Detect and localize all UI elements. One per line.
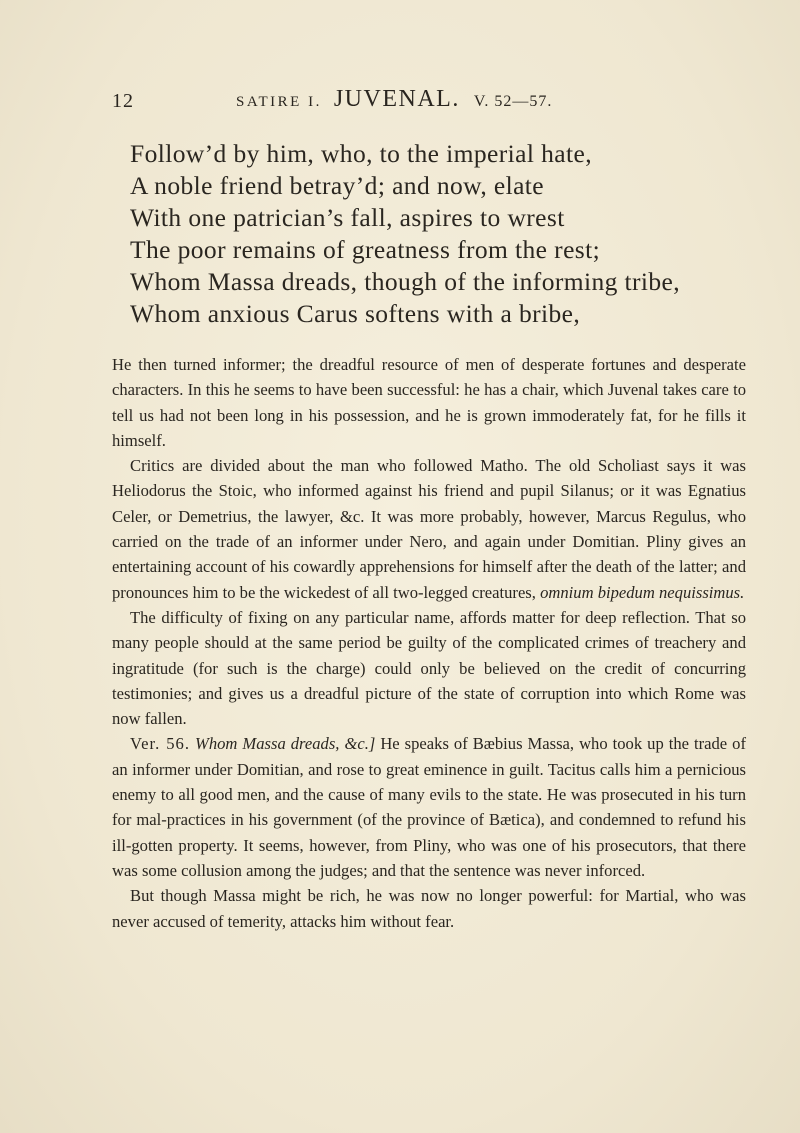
paragraph-text: But though Massa might be rich, he was now no longer powerful: for Martial, who was never accused of temerity, attacks him without fear. <box>112 886 746 931</box>
poem-translation <box>130 138 730 330</box>
commentary-paragraph <box>112 453 746 605</box>
paragraph-text: He then turned informer; the dreadful resource of men of desperate fortunes and desperate characters. In this he seems to have been successful: he has a chair, which Juvenal takes care to tell us had not been long in his possession, and he is grown immoderately fat, for he fills it himself. <box>112 355 746 450</box>
running-head <box>112 86 742 116</box>
header-title <box>236 86 552 113</box>
verse-range: V. 52—57. <box>473 93 553 110</box>
poem-line: A noble friend betray’d; and now, elate <box>130 171 545 200</box>
paragraph-text: He speaks of Bæbius Massa, who took up the trade of an informer under Domitian, and rose to great eminence in guilt. Tacitus calls him a pernicious enemy to all good men, and the cause of many evils to the state. He was prosecuted in his turn for mal-practices in his government (of the province of Bætica), and condemned to refund his ill-gotten property. It seems, however, from Pliny, who was one of his prosecutors, that there was some collusion among the judges; and that the sentence was never inforced. <box>112 734 746 880</box>
poem-line: Follow’d by him, who, to the imperial hate, <box>130 139 592 168</box>
author-name: JUVENAL. <box>333 86 460 112</box>
satire-label: SATIRE I. <box>236 94 322 110</box>
poem-line: The poor remains of greatness from the rest; <box>130 235 601 264</box>
commentary-paragraph <box>112 605 746 731</box>
poem-line: With one patrician’s fall, aspires to wrest <box>130 203 565 232</box>
commentary-paragraph <box>112 883 746 934</box>
quoted-verse: Whom Massa dreads, &c.] <box>195 734 376 754</box>
paragraph-text: The difficulty of fixing on any particular name, affords matter for deep reflection. That so many people should at the same period be guilty of the complicated crimes of treachery and ingratitude (for such is the charge) could only be believed on the credit of concurring testimonies; and gives us a dreadful picture of the state of corruption into which Rome was now fallen. <box>112 607 746 729</box>
page-number: 12 <box>112 90 134 112</box>
commentary-paragraph <box>112 352 746 453</box>
commentary-notes <box>112 352 746 934</box>
poem-line: Whom Massa dreads, though of the informing tribe, <box>130 267 681 296</box>
latin-phrase: omnium bipedum nequissimus. <box>540 582 745 602</box>
verse-reference: Ver. 56. <box>130 734 191 754</box>
paragraph-text: Critics are divided about the man who followed Matho. The old Scholiast says it was Heliodorus the Stoic, who informed against his friend and pupil Silanus; or it was Egnatius Celer, or Demetrius, the lawyer, &c. It was more probably, however, Marcus Regulus, who carried on the trade of an informer under Nero, and again under Domitian. Pliny gives an entertaining account of his cowardly apprehensions for himself after the death of the latter; and pronounces him to be the wickedest of all two-legged creatures, <box>112 456 746 602</box>
poem-line: Whom anxious Carus softens with a bribe, <box>130 299 581 328</box>
commentary-paragraph <box>112 731 746 883</box>
